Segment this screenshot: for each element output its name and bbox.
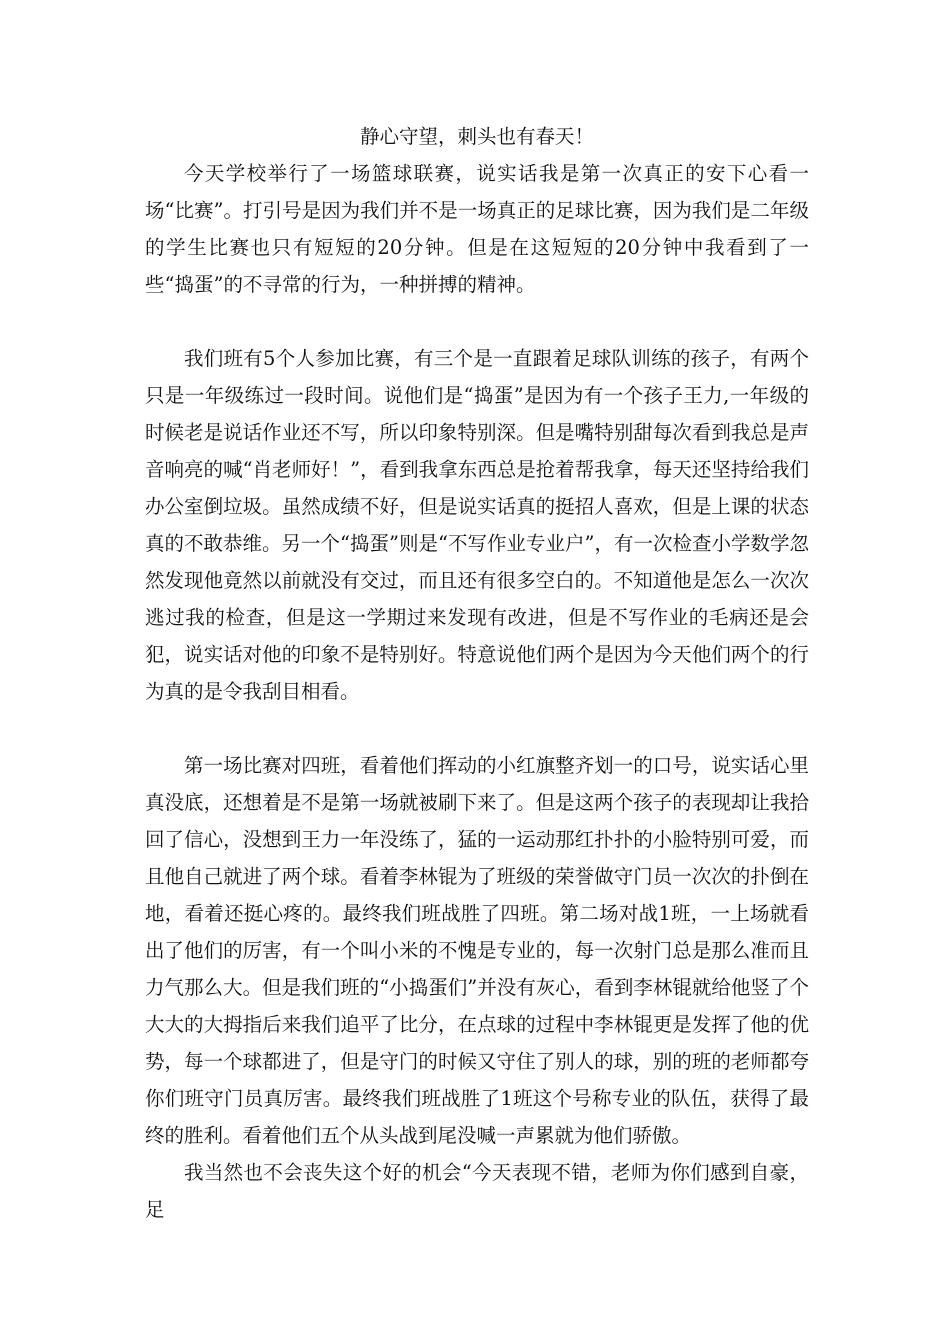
paragraph-spacer bbox=[145, 710, 809, 747]
document-title: 静心守望，刺头也有春天！ bbox=[359, 125, 594, 148]
paragraph-3: 第一场比赛对四班，看着他们挥动的小红旗整齐划一的口号，说实话心里真没底，还想着是不是第一场就被刷下来了。但是这两个孩子的表现却让我拾回了信心，没想到王力一年没练了，猛的一运动那红扑扑的小脸特别可爱，而且他自己就进了两个球。看着李林锟为了班级的荣誉做守门员一次次的扑倒在地，看着还挺心疼的。最终我们班战胜了四班。第二场对战1班，一上场就看出了他们的厉害，有一个叫小米的不愧是专业的，每一次射门总是那么准而且力气那么大。但是我们班的“小捣蛋们”并没有灰心，看到李林锟就给他竖了个大大的大拇指后来我们追平了比分，在点球的过程中李林锟更是发挥了他的优势，每一个球都进了，但是守门的时候又守住了别人的球，别的班的老师都夸你们班守门员真厉害。最终我们班战胜了1班这个号称专业的队伍，获得了最终的胜利。看着他们五个从头战到尾没喊一声累就为他们骄傲。 bbox=[145, 754, 809, 1147]
paragraph-spacer bbox=[145, 303, 809, 340]
paragraph-4: 我当然也不会丧失这个好的机会“今天表现不错，老师为你们感到自豪，足 bbox=[145, 1161, 809, 1221]
document-body bbox=[145, 118, 809, 1228]
paragraph-1: 今天学校举行了一场篮球联赛，说实话我是第一次真正的安下心看一场“比赛”。打引号是因为我们并不是一场真正的足球比赛，因为我们是二年级的学生比赛也只有短短的20分钟。但是在这短短的20分钟中我看到了一些“捣蛋”的不寻常的行为，一种拼搏的精神。 bbox=[145, 162, 809, 296]
paragraph-2: 我们班有5个人参加比赛，有三个是一直跟着足球队训练的孩子，有两个只是一年级练过一段时间。说他们是“捣蛋”是因为有一个孩子王力,一年级的时候老是说话作业还不写，所以印象特别深。但是嘴特别甜每次看到我总是声音响亮的喊“肖老师好！”，看到我拿东西总是抢着帮我拿，每天还坚持给我们办公室倒垃圾。虽然成绩不好，但是说实话真的挺招人喜欢，但是上课的状态真的不敢恭维。另一个“捣蛋”则是“不写作业专业户”，有一次检查小学数学忽然发现他竟然以前就没有交过，而且还有很多空白的。不知道他是怎么一次次逃过我的检查，但是这一学期过来发现有改进，但是不写作业的毛病还是会犯，说实话对他的印象不是特别好。特意说他们两个是因为今天他们两个的行为真的是令我刮目相看。 bbox=[145, 347, 809, 703]
